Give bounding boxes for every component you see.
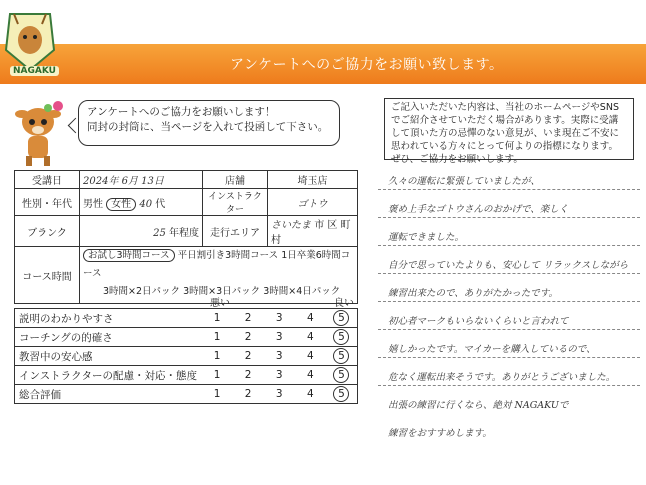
bubble-line-2: 同封の封筒に、当ページを入れて投函して下さい。 xyxy=(87,121,329,133)
course-option-selected[interactable]: お試し3時間コース xyxy=(83,249,175,262)
blank-label: ブランク xyxy=(15,216,80,247)
rating-value: 2 xyxy=(244,369,252,381)
store-value: 埼玉店 xyxy=(268,171,358,189)
rating-row xyxy=(15,328,358,347)
rating-option[interactable] xyxy=(295,366,326,385)
rating-option[interactable] xyxy=(202,309,233,328)
rating-option[interactable] xyxy=(202,366,233,385)
rating-value: 3 xyxy=(275,331,283,343)
instruction-bubble xyxy=(78,100,340,146)
rating-value: 1 xyxy=(213,350,221,362)
deer-mascot-icon xyxy=(8,96,70,168)
gender-age-label: 性別・年代 xyxy=(15,189,80,216)
rating-value: 4 xyxy=(306,312,314,324)
rating-option[interactable] xyxy=(233,328,264,347)
rating-option[interactable] xyxy=(233,385,264,404)
area-value[interactable]: さいたま xyxy=(271,220,311,231)
bubble-line-1: アンケートへのご協力をお願いします！ xyxy=(87,106,276,118)
rating-question: 説明のわかりやすさ xyxy=(15,309,202,328)
rating-option[interactable] xyxy=(326,366,358,385)
course-option[interactable]: 平日割引き3時間コース xyxy=(177,250,279,261)
blank-suffix: 年程度 xyxy=(169,227,199,239)
logo-label: NAGAKU xyxy=(10,66,59,76)
rating-option[interactable] xyxy=(326,347,358,366)
rating-option[interactable] xyxy=(326,385,358,404)
rating-row xyxy=(15,366,358,385)
deer-logo-icon xyxy=(2,10,58,74)
rating-value: 5 xyxy=(333,386,349,402)
rating-question: 総合評価 xyxy=(15,385,202,404)
course-option[interactable]: 3時間×3日パック xyxy=(183,286,261,297)
rating-option[interactable] xyxy=(264,347,295,366)
rating-value: 1 xyxy=(213,369,221,381)
rating-option[interactable] xyxy=(233,366,264,385)
rating-value: 1 xyxy=(213,331,221,343)
gender-female-selected[interactable]: 女性 xyxy=(106,198,136,211)
rating-option[interactable] xyxy=(264,309,295,328)
gender-male[interactable]: 男性 xyxy=(83,198,103,210)
area-suffix: 市 区 町 村 xyxy=(271,220,351,246)
rating-value: 3 xyxy=(275,312,283,324)
area-label: 走行エリア xyxy=(203,216,268,247)
rating-option[interactable] xyxy=(295,347,326,366)
course-label: コース時間 xyxy=(15,247,80,304)
rating-value: 2 xyxy=(244,331,252,343)
rating-option[interactable] xyxy=(326,309,358,328)
course-option[interactable]: 1日卒業6時間コース xyxy=(83,250,351,279)
rating-value: 4 xyxy=(306,388,314,400)
gender-age-cell[interactable] xyxy=(80,189,203,216)
comment-text[interactable]: 久々の運転に緊張していましたが、 褒め上手なゴトウさんのおかげで、楽しく 運転できました。 自分で思っていたよりも、安心して リラックスしながら 練習出来たので、ありがたかったです。 初心者マークもいらないくらいと言われて 嬉しかったです。マイカーを購入しているので、 危なく運転出来そうです。ありがとうございました。 出張の練習に行くなら、絶対 NAGAKUで 練習をおすすめします。 xyxy=(388,176,629,439)
rating-row xyxy=(15,309,358,328)
rating-value: 4 xyxy=(306,331,314,343)
blank-cell[interactable] xyxy=(80,216,203,247)
store-label: 店舗 xyxy=(203,171,268,189)
rating-value: 1 xyxy=(213,312,221,324)
rating-option[interactable] xyxy=(233,347,264,366)
rating-option[interactable] xyxy=(202,347,233,366)
rating-value: 2 xyxy=(244,350,252,362)
rating-option[interactable] xyxy=(233,309,264,328)
info-table xyxy=(14,170,358,304)
rating-option[interactable] xyxy=(264,385,295,404)
blank-value[interactable]: 25 xyxy=(153,227,166,239)
age-suffix: 代 xyxy=(155,198,166,210)
rating-value: 5 xyxy=(333,348,349,364)
date-value[interactable]: 2024年 6月 13日 xyxy=(80,171,203,189)
rating-value: 2 xyxy=(244,388,252,400)
area-cell[interactable] xyxy=(268,216,358,247)
rating-option[interactable] xyxy=(295,385,326,404)
rating-value: 5 xyxy=(333,367,349,383)
instructor-label: インストラクター xyxy=(203,189,268,216)
rating-row xyxy=(15,385,358,404)
rating-value: 3 xyxy=(275,388,283,400)
rating-table xyxy=(14,308,358,404)
rating-value: 4 xyxy=(306,369,314,381)
rating-option[interactable] xyxy=(202,385,233,404)
rating-option[interactable] xyxy=(295,328,326,347)
good-label: 良い xyxy=(334,298,354,309)
rating-value: 3 xyxy=(275,369,283,381)
rating-question: 教習中の安心感 xyxy=(15,347,202,366)
rating-value: 5 xyxy=(333,310,349,326)
rating-value: 2 xyxy=(244,312,252,324)
rating-option[interactable] xyxy=(295,309,326,328)
rating-question: コーチングの的確さ xyxy=(15,328,202,347)
rating-value: 4 xyxy=(306,350,314,362)
rating-value: 1 xyxy=(213,388,221,400)
rating-value: 5 xyxy=(333,329,349,345)
rating-option[interactable] xyxy=(326,328,358,347)
instructor-value[interactable]: ゴトウ xyxy=(268,189,358,216)
course-option[interactable]: 3時間×2日パック xyxy=(103,286,181,297)
rating-option[interactable] xyxy=(264,366,295,385)
age-value[interactable]: 40 xyxy=(139,198,153,210)
notice-box: ご記入いただいた内容は、当社のホームページやSNSでご紹介させていただく場合があります。実際に受講して頂いた方の忌憚のない意見が、いま現在ご不安に思われている方々にとって何よりの指標になります。ぜひ、ご協力をお願いします。 xyxy=(384,98,634,160)
date-label: 受講日 xyxy=(15,171,80,189)
rating-row xyxy=(15,347,358,366)
rating-value: 3 xyxy=(275,350,283,362)
course-option[interactable]: 3時間×4日パック xyxy=(263,286,341,297)
rating-option[interactable] xyxy=(202,328,233,347)
bad-label: 悪い xyxy=(210,298,230,309)
rating-option[interactable] xyxy=(264,328,295,347)
rating-question: インストラクターの配慮・対応・態度 xyxy=(15,366,202,385)
banner-title: アンケートへのご協力をお願い致します。 xyxy=(230,57,504,73)
